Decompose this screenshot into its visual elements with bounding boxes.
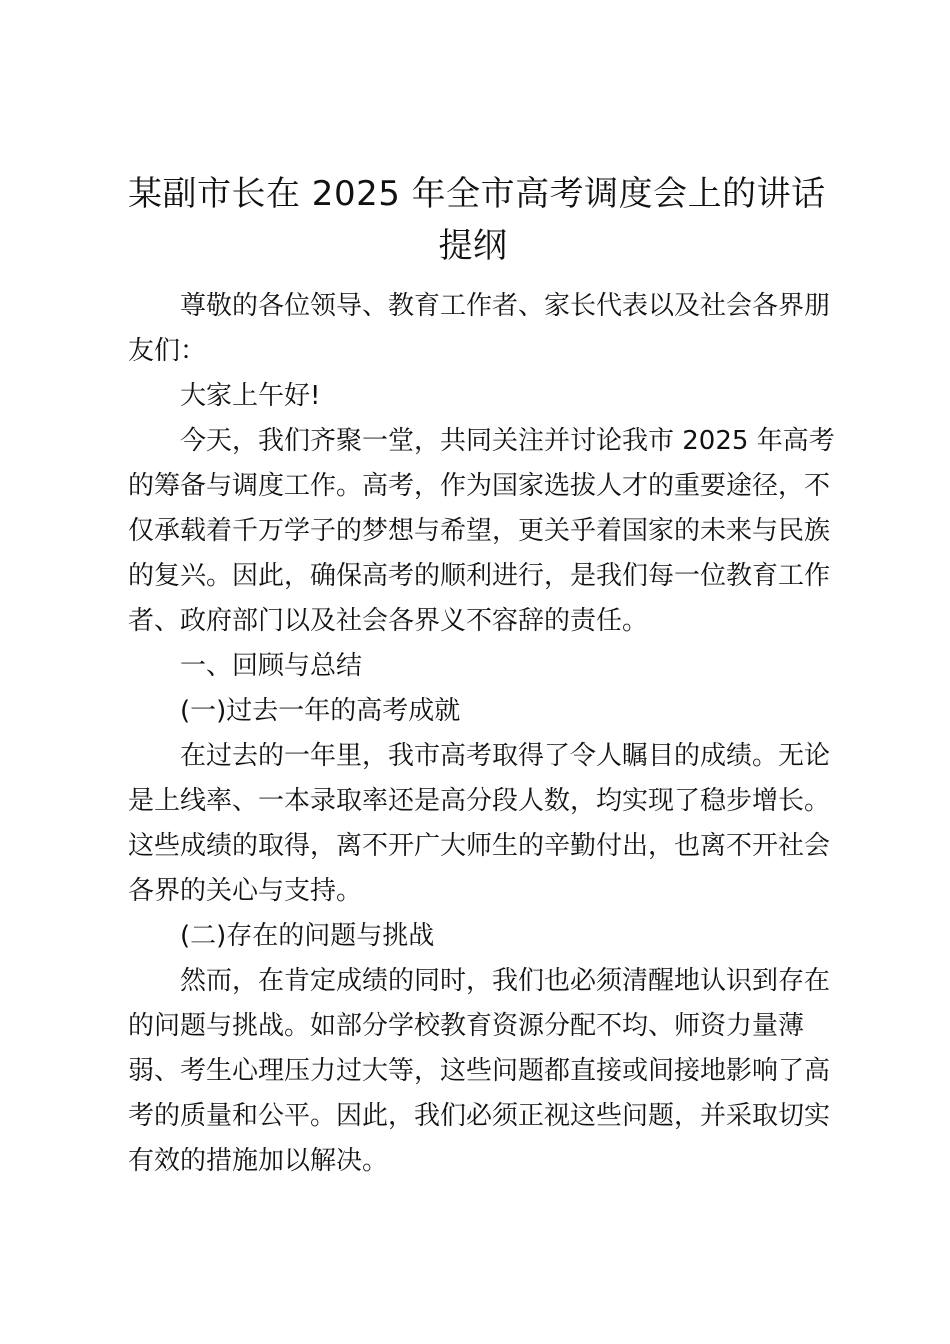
subsection-2-paragraph xyxy=(128,959,831,1184)
sub1-line-3: 这些成绩的取得，离不开广大师生的辛勤付出，也离不开社会 xyxy=(128,831,831,861)
subsection-1-paragraph xyxy=(128,734,831,914)
section-heading-1: 一、回顾与总结 xyxy=(180,651,363,681)
sub1-line-2: 是上线率、一本录取率还是高分段人数，均实现了稳步增长。 xyxy=(128,786,831,816)
sub2-line-2: 的问题与挑战。如部分学校教育资源分配不均、师资力量薄 xyxy=(128,1011,805,1041)
subsection-heading-2: (二)存在的问题与挑战 xyxy=(180,921,435,951)
salutation-line-1: 尊敬的各位领导、教育工作者、家长代表以及社会各界朋 xyxy=(180,291,831,321)
sub2-line-3: 弱、考生心理压力过大等，这些问题都直接或间接地影响了高 xyxy=(128,1056,831,1086)
intro-line-5: 者、政府部门以及社会各界义不容辞的责任。 xyxy=(128,606,649,636)
intro-line-4: 的复兴。因此，确保高考的顺利进行，是我们每一位教育工作 xyxy=(128,561,831,591)
subsection-heading-1: (一)过去一年的高考成就 xyxy=(180,696,461,726)
title-line-2: 提纲 xyxy=(438,226,508,266)
intro-line-2: 的筹备与调度工作。高考，作为国家选拔人才的重要途径，不 xyxy=(128,471,831,501)
sub1-line-4: 各界的关心与支持。 xyxy=(128,876,363,906)
sub2-line-1: 然而，在肯定成绩的同时，我们也必须清醒地认识到存在 xyxy=(180,966,831,996)
salutation-line-2: 友们： xyxy=(128,336,207,366)
intro-line-1: 今天，我们齐聚一堂，共同关注并讨论我市 2025 年高考 xyxy=(180,426,835,456)
sub2-line-5: 有效的措施加以解决。 xyxy=(128,1146,389,1176)
intro-line-3: 仅承载着千万学子的梦想与希望，更关乎着国家的未来与民族 xyxy=(128,516,831,546)
title-line-1: 某副市长在 2025 年全市高考调度会上的讲话 xyxy=(128,174,826,214)
sub1-line-1: 在过去的一年里，我市高考取得了令人瞩目的成绩。无论 xyxy=(180,741,831,771)
greeting-paragraph: 大家上午好! xyxy=(180,381,321,411)
salutation-paragraph xyxy=(128,284,831,374)
document-page xyxy=(128,168,835,1184)
intro-paragraph xyxy=(128,419,835,644)
sub2-line-4: 考的质量和公平。因此，我们必须正视这些问题，并采取切实 xyxy=(128,1101,831,1131)
document-title xyxy=(128,168,826,272)
